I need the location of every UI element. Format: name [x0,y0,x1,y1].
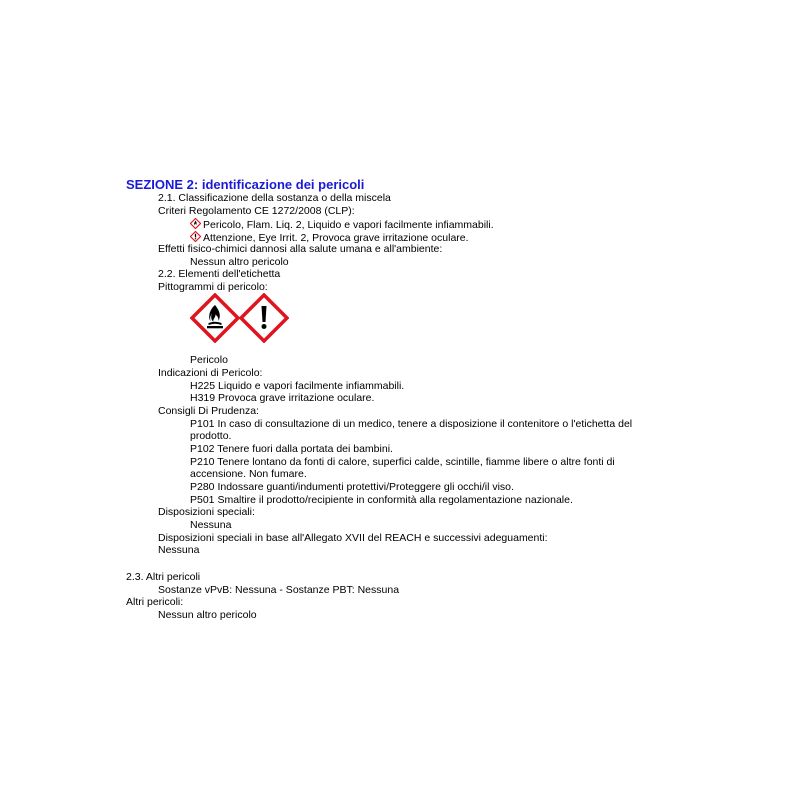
hazard-statement-h225: H225 Liquido e vapori facilmente infiammabili. [190,380,405,392]
precautionary-statement-p101-cont: prodotto. [190,430,232,442]
precautionary-statement-p102: P102 Tenere fuori dalla portata dei bambini. [190,443,393,455]
effects-value: Nessun altro pericolo [190,256,289,268]
reach-provisions-value: Nessuna [158,544,200,556]
section-title: SEZIONE 2: identificazione dei pericoli [126,177,365,192]
signal-word: Pericolo [190,354,228,366]
effects-label: Effetti fisico-chimici dannosi alla salute umana e all'ambiente: [158,243,443,255]
precautionary-statement-p101: P101 In caso di consultazione di un medico, tenere a disposizione il contenitore o l'etichetta del [190,418,633,430]
ghs-exclamation-small-icon [190,231,201,242]
vpvb-pbt-statement: Sostanze vPvB: Nessuna - Sostanze PBT: Nessuna [158,584,400,596]
subsection-2-1-heading: 2.1. Classificazione della sostanza o della miscela [158,192,391,204]
other-hazards-label: Altri pericoli: [126,596,184,608]
precautionary-statement-p501: P501 Smaltire il prodotto/recipiente in conformità alla regolamentazione nazionale. [190,494,573,506]
exclamation-mark-icon [239,293,289,343]
reach-provisions-label: Disposizioni speciali in base all'Allegato XVII del REACH e successivi adeguamenti: [158,532,548,544]
classification-text-1: Pericolo, Flam. Liq. 2, Liquido e vapori facilmente infiammabili. [203,219,494,231]
precautionary-statement-p280: P280 Indossare guanti/indumenti protettivi/Proteggere gli occhi/il viso. [190,481,514,493]
subsection-2-3-heading: 2.3. Altri pericoli [126,571,201,583]
ghs-flame-small-icon [190,218,201,229]
flame-icon [190,293,240,343]
precautionary-statements-label: Consigli Di Prudenza: [158,405,259,417]
subsection-2-2-heading: 2.2. Elementi dell'etichetta [158,268,281,280]
other-hazards-value: Nessun altro pericolo [158,609,257,621]
precautionary-statement-p210-cont: accensione. Non fumare. [190,468,307,480]
special-provisions-value: Nessuna [190,519,232,531]
special-provisions-label: Disposizioni speciali: [158,506,255,518]
clp-criteria-label: Criteri Regolamento CE 1272/2008 (CLP): [158,205,355,217]
hazard-statements-label: Indicazioni di Pericolo: [158,367,263,379]
hazard-statement-h319: H319 Provoca grave irritazione oculare. [190,392,375,404]
precautionary-statement-p210: P210 Tenere lontano da fonti di calore, superfici calde, scintille, fiamme libere o altre fonti di [190,456,615,468]
classification-item-1 [190,218,494,232]
classification-text-2: Attenzione, Eye Irrit. 2, Provoca grave irritazione oculare. [203,232,469,244]
pictograms-label: Pittogrammi di pericolo: [158,281,268,293]
